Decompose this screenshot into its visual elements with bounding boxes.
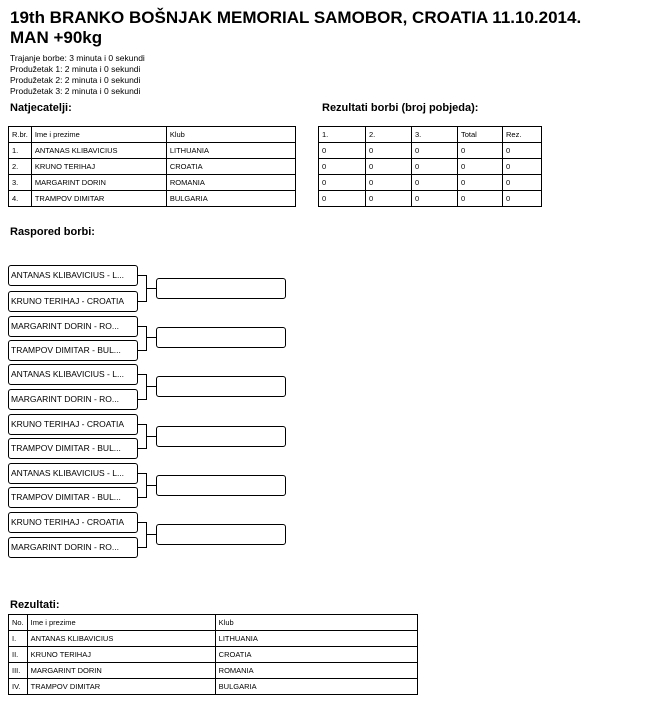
bout-3-fighter-a: ANTANAS KLIBAVICIUS - L... [8,364,138,385]
table-header-row [319,127,542,143]
table-cell: 0 [503,175,542,191]
table-cell: ANTANAS KLIBAVICIUS [27,631,215,647]
table-cell: 0 [412,191,458,207]
bout-3-winner [156,376,286,397]
bracket-line [146,337,156,338]
bracket-line [138,399,146,400]
table-cell: 0 [458,175,503,191]
table-cell: 0 [412,159,458,175]
table-row [9,175,296,191]
table-cell: CROATIA [166,159,295,175]
bout-1-fighter-b: KRUNO TERIHAJ - CROATIA [8,291,138,312]
bout-3-fighter-b: MARGARINT DORIN - RO... [8,389,138,410]
bracket-line [138,547,146,548]
bout-4-fighter-a: KRUNO TERIHAJ - CROATIA [8,414,138,435]
schedule-heading: Raspored borbi: [10,226,95,238]
table-cell: MARGARINT DORIN [27,663,215,679]
table-cell: CROATIA [215,647,417,663]
table-cell: 0 [366,191,412,207]
bracket-line [138,350,146,351]
table-cell: 0 [319,159,366,175]
header-cell: 2. [366,127,412,143]
table-row [9,143,296,159]
header-cell: No. [9,615,28,631]
table-cell: 0 [366,159,412,175]
duration-info [10,53,145,97]
table-cell: III. [9,663,28,679]
bracket-line [138,275,146,276]
table-cell: 0 [503,191,542,207]
header-cell: Rez. [503,127,542,143]
bracket-line [138,326,146,327]
header-cell: 1. [319,127,366,143]
results-heading: Rezultati: [10,599,60,611]
table-cell: 3. [9,175,32,191]
table-cell: ROMANIA [166,175,295,191]
table-cell: 0 [412,175,458,191]
table-cell: 0 [366,143,412,159]
table-row [9,159,296,175]
bout-1-winner [156,278,286,299]
bracket-line [146,374,147,400]
table-row [9,679,418,695]
table-row [9,631,418,647]
table-cell: 0 [319,143,366,159]
bout-5-fighter-b: TRAMPOV DIMITAR - BUL... [8,487,138,508]
header-cell: Total [458,127,503,143]
fight-results-table [318,126,542,207]
competitors-table [8,126,296,207]
overtime-1: Produžetak 1: 2 minuta i 0 sekundi [10,64,141,74]
fight-results-heading: Rezultati borbi (broj pobjeda): [322,102,479,114]
bout-2-fighter-a: MARGARINT DORIN - RO... [8,316,138,337]
header-cell: Ime i prezime [31,127,166,143]
table-cell: 0 [319,175,366,191]
table-cell: BULGARIA [166,191,295,207]
bout-5-fighter-a: ANTANAS KLIBAVICIUS - L... [8,463,138,484]
table-cell: 0 [366,175,412,191]
results-table [8,614,418,695]
table-cell: LITHUANIA [166,143,295,159]
table-cell: 1. [9,143,32,159]
bracket-line [146,386,156,387]
table-cell: 0 [319,191,366,207]
bracket-line [146,436,156,437]
table-row [9,663,418,679]
table-cell: II. [9,647,28,663]
table-header-row [9,615,418,631]
bracket-line [138,522,146,523]
bracket-line [138,448,146,449]
header-cell: R.br. [9,127,32,143]
bout-1-fighter-a: ANTANAS KLIBAVICIUS - L... [8,265,138,286]
table-cell: 0 [458,159,503,175]
table-cell: 0 [458,143,503,159]
table-row [9,191,296,207]
bracket-line [146,326,147,351]
table-cell: KRUNO TERIHAJ [27,647,215,663]
bout-5-winner [156,475,286,496]
competitors-heading: Natjecatelji: [10,102,72,114]
bout-4-fighter-b: TRAMPOV DIMITAR - BUL... [8,438,138,459]
table-cell: 0 [503,143,542,159]
bout-2-fighter-b: TRAMPOV DIMITAR - BUL... [8,340,138,361]
document-title [10,8,581,48]
table-row [319,143,542,159]
bout-6-winner [156,524,286,545]
fight-duration: Trajanje borbe: 3 minuta i 0 sekundi [10,53,145,63]
title-line-1: 19th BRANKO BOŠNJAK MEMORIAL SAMOBOR, CROATIA 11.10.2014. [10,8,582,27]
bracket-line [138,424,146,425]
bracket-line [146,288,156,289]
bracket-line [138,473,146,474]
table-row [319,159,542,175]
table-cell: 4. [9,191,32,207]
header-cell: 3. [412,127,458,143]
header-cell: Klub [215,615,417,631]
table-cell: KRUNO TERIHAJ [31,159,166,175]
table-cell: LITHUANIA [215,631,417,647]
table-row [319,175,542,191]
bracket-line [146,522,147,548]
title-line-2: MAN +90kg [10,28,103,47]
table-header-row [9,127,296,143]
table-row [9,647,418,663]
bout-4-winner [156,426,286,447]
overtime-2: Produžetak 2: 2 minuta i 0 sekundi [10,75,141,85]
bout-2-winner [156,327,286,348]
table-cell: ROMANIA [215,663,417,679]
table-cell: IV. [9,679,28,695]
bracket-line [138,374,146,375]
table-cell: I. [9,631,28,647]
header-cell: Ime i prezime [27,615,215,631]
header-cell: Klub [166,127,295,143]
table-cell: ANTANAS KLIBAVICIUS [31,143,166,159]
table-cell: 0 [458,191,503,207]
table-cell: TRAMPOV DIMITAR [31,191,166,207]
table-cell: 0 [503,159,542,175]
bracket-line [138,497,146,498]
bracket-line [138,301,146,302]
table-cell: 0 [412,143,458,159]
table-cell: MARGARINT DORIN [31,175,166,191]
table-cell: BULGARIA [215,679,417,695]
overtime-3: Produžetak 3: 2 minuta i 0 sekundi [10,86,141,96]
bracket-line [146,534,156,535]
bout-6-fighter-b: MARGARINT DORIN - RO... [8,537,138,558]
table-cell: TRAMPOV DIMITAR [27,679,215,695]
bracket-line [146,485,156,486]
table-cell: 2. [9,159,32,175]
table-row [319,191,542,207]
bout-6-fighter-a: KRUNO TERIHAJ - CROATIA [8,512,138,533]
